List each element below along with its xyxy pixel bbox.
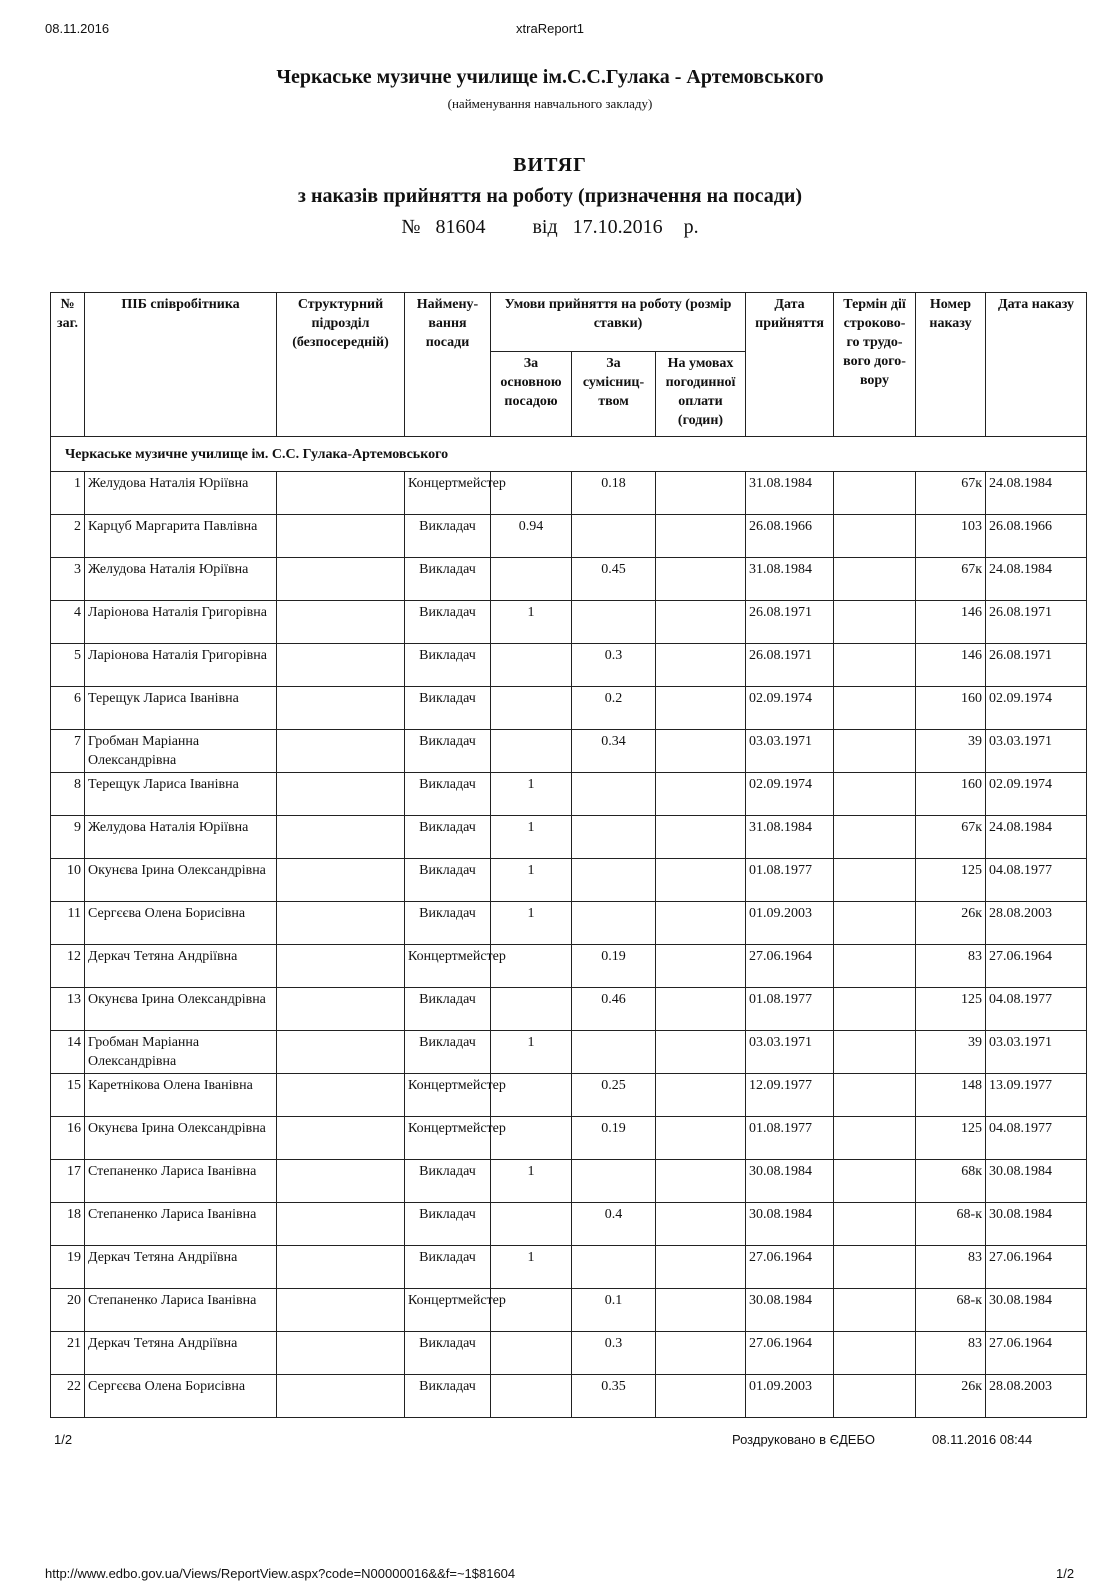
date-suffix: р.	[683, 216, 699, 238]
cell-unit	[277, 1031, 405, 1074]
table-row	[51, 558, 1087, 601]
cell-main-post: 1	[491, 1246, 572, 1289]
cell-order-date: 04.08.1977	[986, 988, 1087, 1031]
cell-term	[834, 1160, 916, 1203]
cell-unit	[277, 730, 405, 773]
number-label: №	[401, 216, 421, 238]
cell-order-number: 68-к	[916, 1203, 986, 1246]
cell-part-time: 0.3	[572, 644, 656, 687]
cell-order-date: 03.03.1971	[986, 1031, 1087, 1074]
cell-position: Викладач	[405, 558, 491, 601]
cell-part-time	[572, 902, 656, 945]
cell-hourly	[656, 1375, 746, 1418]
cell-term	[834, 1203, 916, 1246]
cell-hourly	[656, 601, 746, 644]
cell-name: Желудова Наталія Юріївна	[85, 472, 277, 515]
cell-name: Деркач Тетяна Андріївна	[85, 1332, 277, 1375]
cell-term	[834, 601, 916, 644]
cell-part-time: 0.1	[572, 1289, 656, 1332]
cell-part-time	[572, 859, 656, 902]
cell-order-number: 103	[916, 515, 986, 558]
cell-name: Каретнікова Олена Іванівна	[85, 1074, 277, 1117]
cell-main-post	[491, 558, 572, 601]
cell-order-date: 02.09.1974	[986, 687, 1087, 730]
cell-hourly	[656, 859, 746, 902]
cell-order-number: 83	[916, 1246, 986, 1289]
header-conditions: Умови прийняття на роботу (розмір ставки)	[491, 293, 746, 352]
institution-caption: (найменування навчального закладу)	[447, 96, 653, 111]
cell-order-date: 30.08.1984	[986, 1203, 1087, 1246]
cell-order-date: 24.08.1984	[986, 816, 1087, 859]
cell-part-time: 0.18	[572, 472, 656, 515]
cell-name: Ларіонова Наталія Григорівна	[85, 601, 277, 644]
cell-part-time: 0.25	[572, 1074, 656, 1117]
header-part-time: За сумісниц- твом	[572, 352, 656, 437]
cell-part-time	[572, 515, 656, 558]
document-date: 17.10.2016	[572, 216, 663, 238]
cell-term	[834, 988, 916, 1031]
cell-part-time: 0.46	[572, 988, 656, 1031]
cell-name: Окунєва Ірина Олександрівна	[85, 1117, 277, 1160]
cell-unit	[277, 558, 405, 601]
cell-part-time	[572, 601, 656, 644]
cell-order-date: 26.08.1971	[986, 601, 1087, 644]
header-main-post: За основною посадою	[491, 352, 572, 437]
cell-term	[834, 945, 916, 988]
cell-term	[834, 687, 916, 730]
cell-order-date: 24.08.1984	[986, 472, 1087, 515]
cell-num: 16	[51, 1117, 85, 1160]
cell-main-post	[491, 988, 572, 1031]
cell-position: Викладач	[405, 687, 491, 730]
cell-part-time: 0.45	[572, 558, 656, 601]
table-row	[51, 1160, 1087, 1203]
cell-order-number: 83	[916, 945, 986, 988]
page-indicator: 1/2	[54, 1432, 73, 1447]
cell-order-number: 148	[916, 1074, 986, 1117]
cell-order-date: 27.06.1964	[986, 1332, 1087, 1375]
cell-position: Концертмейстер	[405, 1117, 491, 1160]
table-row	[51, 601, 1087, 644]
cell-num: 5	[51, 644, 85, 687]
cell-name: Гробман Маріанна Олександрівна	[85, 730, 277, 773]
cell-hire-date: 02.09.1974	[746, 773, 834, 816]
cell-num: 21	[51, 1332, 85, 1375]
cell-name: Карцуб Маргарита Павлівна	[85, 515, 277, 558]
cell-order-number: 146	[916, 601, 986, 644]
cell-hourly	[656, 1203, 746, 1246]
printed-time: 08.11.2016 08:44	[932, 1432, 1033, 1447]
table-row	[51, 902, 1087, 945]
cell-part-time	[572, 1031, 656, 1074]
header-order-number: Номер наказу	[916, 293, 986, 437]
date-label: від	[532, 216, 558, 238]
cell-position: Викладач	[405, 1375, 491, 1418]
cell-position: Викладач	[405, 773, 491, 816]
cell-term	[834, 859, 916, 902]
cell-num: 20	[51, 1289, 85, 1332]
cell-order-date: 03.03.1971	[986, 730, 1087, 773]
cell-order-date: 28.08.2003	[986, 902, 1087, 945]
cell-part-time: 0.4	[572, 1203, 656, 1246]
cell-part-time	[572, 816, 656, 859]
cell-part-time: 0.34	[572, 730, 656, 773]
cell-num: 17	[51, 1160, 85, 1203]
cell-term	[834, 902, 916, 945]
cell-num: 14	[51, 1031, 85, 1074]
cell-term	[834, 816, 916, 859]
cell-position: Викладач	[405, 902, 491, 945]
table-row	[51, 1246, 1087, 1289]
cell-num: 3	[51, 558, 85, 601]
cell-unit	[277, 687, 405, 730]
cell-order-number: 39	[916, 1031, 986, 1074]
table-row	[51, 1117, 1087, 1160]
cell-hire-date: 30.08.1984	[746, 1203, 834, 1246]
cell-term	[834, 1074, 916, 1117]
cell-term	[834, 1117, 916, 1160]
table-row	[51, 1031, 1087, 1074]
document-title: ВИТЯГ	[513, 154, 587, 176]
cell-term	[834, 1289, 916, 1332]
cell-order-date: 30.08.1984	[986, 1160, 1087, 1203]
cell-num: 22	[51, 1375, 85, 1418]
cell-main-post: 1	[491, 601, 572, 644]
cell-main-post: 1	[491, 859, 572, 902]
cell-unit	[277, 773, 405, 816]
cell-name: Терещук Лариса Іванівна	[85, 773, 277, 816]
table-row	[51, 730, 1087, 773]
cell-hire-date: 01.08.1977	[746, 1117, 834, 1160]
cell-hire-date: 01.09.2003	[746, 1375, 834, 1418]
cell-hourly	[656, 1289, 746, 1332]
table-row	[51, 773, 1087, 816]
cell-part-time: 0.35	[572, 1375, 656, 1418]
cell-term	[834, 1031, 916, 1074]
table-row	[51, 859, 1087, 902]
cell-order-date: 26.08.1966	[986, 515, 1087, 558]
cell-num: 11	[51, 902, 85, 945]
cell-unit	[277, 859, 405, 902]
cell-order-number: 160	[916, 687, 986, 730]
cell-hire-date: 12.09.1977	[746, 1074, 834, 1117]
cell-num: 4	[51, 601, 85, 644]
cell-position: Викладач	[405, 1160, 491, 1203]
cell-hourly	[656, 644, 746, 687]
cell-hire-date: 30.08.1984	[746, 1289, 834, 1332]
cell-hourly	[656, 515, 746, 558]
cell-part-time: 0.19	[572, 945, 656, 988]
cell-order-date: 30.08.1984	[986, 1289, 1087, 1332]
header-hourly: На умовах погодинної оплати (годин)	[656, 352, 746, 437]
cell-order-number: 146	[916, 644, 986, 687]
cell-name: Степаненко Лариса Іванівна	[85, 1289, 277, 1332]
url-page-indicator: 1/2	[1056, 1566, 1075, 1581]
cell-main-post	[491, 730, 572, 773]
table-row	[51, 988, 1087, 1031]
source-url: http://www.edbo.gov.ua/Views/ReportView.aspx?code=N00000016&&f=~1$81604	[45, 1566, 516, 1581]
cell-order-date: 13.09.1977	[986, 1074, 1087, 1117]
print-date: 08.11.2016	[45, 21, 110, 36]
cell-hourly	[656, 1160, 746, 1203]
cell-main-post: 1	[491, 1160, 572, 1203]
cell-order-date: 24.08.1984	[986, 558, 1087, 601]
table-row	[51, 1074, 1087, 1117]
cell-part-time: 0.19	[572, 1117, 656, 1160]
cell-position: Викладач	[405, 1031, 491, 1074]
cell-unit	[277, 1375, 405, 1418]
cell-name: Сергєєва Олена Борисівна	[85, 902, 277, 945]
cell-order-number: 26к	[916, 902, 986, 945]
cell-hire-date: 01.09.2003	[746, 902, 834, 945]
cell-order-number: 83	[916, 1332, 986, 1375]
cell-name: Желудова Наталія Юріївна	[85, 558, 277, 601]
cell-hourly	[656, 816, 746, 859]
cell-hourly	[656, 558, 746, 601]
cell-order-date: 02.09.1974	[986, 773, 1087, 816]
cell-hire-date: 27.06.1964	[746, 945, 834, 988]
cell-name: Окунєва Ірина Олександрівна	[85, 988, 277, 1031]
cell-position: Викладач	[405, 1332, 491, 1375]
cell-position: Концертмейстер	[405, 1289, 491, 1332]
cell-order-date: 04.08.1977	[986, 1117, 1087, 1160]
cell-hire-date: 26.08.1971	[746, 644, 834, 687]
cell-num: 19	[51, 1246, 85, 1289]
cell-main-post	[491, 644, 572, 687]
cell-term	[834, 1332, 916, 1375]
cell-hourly	[656, 1117, 746, 1160]
cell-hire-date: 31.08.1984	[746, 816, 834, 859]
institution-name: Черкаське музичне училище ім.С.С.Гулака - Артемовського	[276, 66, 824, 88]
cell-hire-date: 26.08.1971	[746, 601, 834, 644]
cell-part-time: 0.2	[572, 687, 656, 730]
cell-hire-date: 26.08.1966	[746, 515, 834, 558]
cell-order-number: 160	[916, 773, 986, 816]
cell-order-number: 67к	[916, 816, 986, 859]
cell-hire-date: 31.08.1984	[746, 472, 834, 515]
cell-hourly	[656, 902, 746, 945]
cell-order-date: 27.06.1964	[986, 1246, 1087, 1289]
cell-num: 18	[51, 1203, 85, 1246]
cell-hire-date: 01.08.1977	[746, 988, 834, 1031]
cell-position: Викладач	[405, 644, 491, 687]
header-term: Термін дії строково- го трудо- вого дого- вору	[834, 293, 916, 437]
cell-part-time: 0.3	[572, 1332, 656, 1375]
header-order-date: Дата наказу	[986, 293, 1087, 437]
cell-hourly	[656, 945, 746, 988]
cell-main-post: 1	[491, 902, 572, 945]
cell-main-post	[491, 1375, 572, 1418]
cell-main-post	[491, 1203, 572, 1246]
cell-term	[834, 773, 916, 816]
cell-unit	[277, 1289, 405, 1332]
cell-hire-date: 27.06.1964	[746, 1246, 834, 1289]
cell-main-post	[491, 687, 572, 730]
cell-position: Викладач	[405, 1203, 491, 1246]
cell-hourly	[656, 472, 746, 515]
cell-hire-date: 02.09.1974	[746, 687, 834, 730]
header-hire-date: Дата прийняття	[746, 293, 834, 437]
cell-position: Викладач	[405, 988, 491, 1031]
cell-name: Сергєєва Олена Борисівна	[85, 1375, 277, 1418]
cell-order-date: 04.08.1977	[986, 859, 1087, 902]
cell-part-time	[572, 773, 656, 816]
cell-num: 6	[51, 687, 85, 730]
cell-name: Степаненко Лариса Іванівна	[85, 1203, 277, 1246]
cell-hourly	[656, 988, 746, 1031]
cell-hire-date: 27.06.1964	[746, 1332, 834, 1375]
cell-term	[834, 558, 916, 601]
cell-order-number: 125	[916, 859, 986, 902]
cell-hire-date: 30.08.1984	[746, 1160, 834, 1203]
cell-name: Деркач Тетяна Андріївна	[85, 1246, 277, 1289]
header-num: № заг.	[51, 293, 85, 437]
cell-position: Концертмейстер	[405, 1074, 491, 1117]
table-row	[51, 1375, 1087, 1418]
cell-unit	[277, 1332, 405, 1375]
cell-name: Терещук Лариса Іванівна	[85, 687, 277, 730]
document-number-line	[0, 216, 1100, 239]
table-row	[51, 1332, 1087, 1375]
cell-unit	[277, 816, 405, 859]
cell-num: 7	[51, 730, 85, 773]
table-row	[51, 687, 1087, 730]
cell-main-post: 1	[491, 1031, 572, 1074]
cell-name: Деркач Тетяна Андріївна	[85, 945, 277, 988]
cell-order-number: 26к	[916, 1375, 986, 1418]
cell-name: Ларіонова Наталія Григорівна	[85, 644, 277, 687]
cell-order-number: 68-к	[916, 1289, 986, 1332]
cell-unit	[277, 472, 405, 515]
document-subtitle: з наказів прийняття на роботу (призначення на посади)	[297, 185, 803, 207]
cell-part-time	[572, 1246, 656, 1289]
table-row	[51, 1289, 1087, 1332]
cell-hire-date: 03.03.1971	[746, 730, 834, 773]
cell-order-number: 39	[916, 730, 986, 773]
cell-num: 9	[51, 816, 85, 859]
cell-name: Желудова Наталія Юріївна	[85, 816, 277, 859]
group-row: Черкаське музичне училище ім. С.С. Гулака-Артемовського	[51, 437, 1087, 472]
cell-order-date: 27.06.1964	[986, 945, 1087, 988]
cell-num: 10	[51, 859, 85, 902]
cell-order-number: 125	[916, 988, 986, 1031]
cell-hourly	[656, 1074, 746, 1117]
cell-hourly	[656, 1031, 746, 1074]
cell-term	[834, 1246, 916, 1289]
cell-unit	[277, 515, 405, 558]
header-name: ПІБ співробітника	[85, 293, 277, 437]
cell-order-date: 26.08.1971	[986, 644, 1087, 687]
cell-unit	[277, 945, 405, 988]
cell-main-post: 0.94	[491, 515, 572, 558]
cell-name: Гробман Маріанна Олександрівна	[85, 1031, 277, 1074]
cell-num: 1	[51, 472, 85, 515]
cell-num: 13	[51, 988, 85, 1031]
cell-unit	[277, 1117, 405, 1160]
cell-position: Концертмейстер	[405, 472, 491, 515]
table-row	[51, 515, 1087, 558]
cell-position: Викладач	[405, 1246, 491, 1289]
cell-order-number: 125	[916, 1117, 986, 1160]
header-unit: Структурний підрозділ (безпосередній)	[277, 293, 405, 437]
cell-main-post: 1	[491, 816, 572, 859]
cell-unit	[277, 601, 405, 644]
cell-term	[834, 515, 916, 558]
cell-unit	[277, 644, 405, 687]
cell-term	[834, 644, 916, 687]
cell-hire-date: 03.03.1971	[746, 1031, 834, 1074]
cell-hire-date: 01.08.1977	[746, 859, 834, 902]
cell-term	[834, 1375, 916, 1418]
cell-num: 8	[51, 773, 85, 816]
cell-position: Викладач	[405, 601, 491, 644]
table-row	[51, 1203, 1087, 1246]
cell-position: Викладач	[405, 515, 491, 558]
cell-name: Степаненко Лариса Іванівна	[85, 1160, 277, 1203]
cell-hourly	[656, 687, 746, 730]
cell-name: Окунєва Ірина Олександрівна	[85, 859, 277, 902]
cell-hourly	[656, 1246, 746, 1289]
table-row	[51, 644, 1087, 687]
cell-num: 2	[51, 515, 85, 558]
cell-hourly	[656, 730, 746, 773]
cell-num: 15	[51, 1074, 85, 1117]
cell-unit	[277, 1246, 405, 1289]
cell-main-post: 1	[491, 773, 572, 816]
cell-hourly	[656, 773, 746, 816]
cell-part-time	[572, 1160, 656, 1203]
cell-term	[834, 472, 916, 515]
cell-order-number: 67к	[916, 558, 986, 601]
cell-unit	[277, 902, 405, 945]
orders-table	[50, 292, 1087, 1418]
document-number: 81604	[435, 216, 486, 238]
report-name: xtraReport1	[516, 21, 584, 36]
printed-label: Роздруковано в ЄДЕБО	[732, 1432, 875, 1447]
cell-order-date: 28.08.2003	[986, 1375, 1087, 1418]
cell-position: Викладач	[405, 730, 491, 773]
cell-unit	[277, 1160, 405, 1203]
table-row	[51, 472, 1087, 515]
cell-hourly	[656, 1332, 746, 1375]
table-row	[51, 816, 1087, 859]
cell-unit	[277, 1074, 405, 1117]
table-row	[51, 945, 1087, 988]
cell-position: Викладач	[405, 816, 491, 859]
cell-position: Викладач	[405, 859, 491, 902]
cell-order-number: 67к	[916, 472, 986, 515]
cell-hire-date: 31.08.1984	[746, 558, 834, 601]
cell-position: Концертмейстер	[405, 945, 491, 988]
cell-term	[834, 730, 916, 773]
cell-unit	[277, 1203, 405, 1246]
cell-unit	[277, 988, 405, 1031]
cell-num: 12	[51, 945, 85, 988]
cell-order-number: 68к	[916, 1160, 986, 1203]
header-position: Наймену- вання посади	[405, 293, 491, 437]
cell-main-post	[491, 1332, 572, 1375]
